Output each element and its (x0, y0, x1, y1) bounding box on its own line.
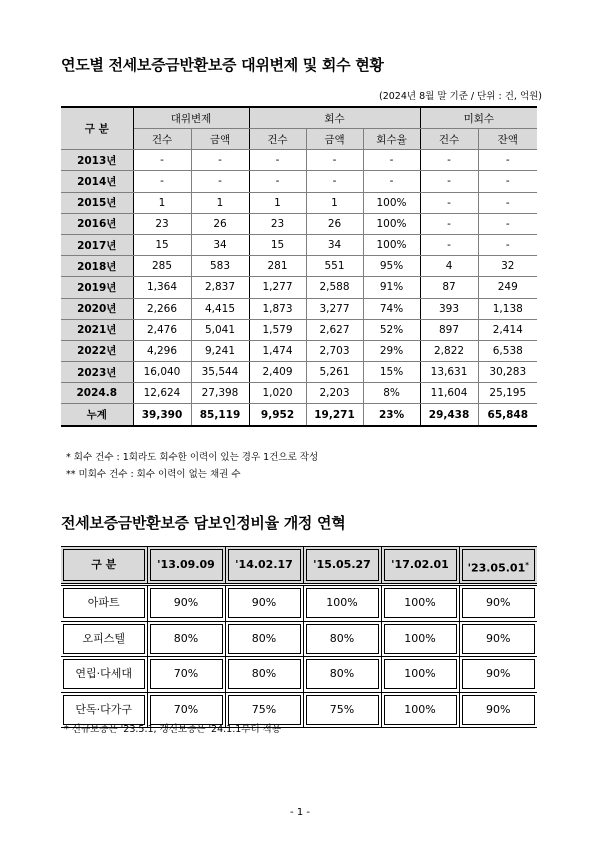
table-cell: 80% (225, 657, 303, 693)
row-label: 연립·다세대 (61, 657, 147, 693)
table-cell: 11,604 (420, 383, 478, 404)
table-cell: 90% (147, 585, 225, 622)
table-cell: 87 (420, 277, 478, 298)
row-label: 2016년 (61, 213, 133, 234)
table-cell: 90% (459, 657, 537, 693)
table-cell: 4,296 (133, 340, 191, 361)
subheader-amount: 금액 (191, 129, 249, 150)
table-row (61, 256, 537, 277)
header-group-subrogation: 대위변제 (133, 107, 249, 129)
table-cell: - (249, 150, 306, 171)
table-row (61, 234, 537, 255)
header-date-140217: '14.02.17 (225, 547, 303, 585)
total-row (61, 404, 537, 426)
table-cell: 2,409 (249, 362, 306, 383)
table1-note-2: ** 미회수 건수 : 회수 이력이 없는 채권 수 (66, 469, 241, 480)
table-cell: 1,138 (478, 298, 537, 319)
table-cell: 90% (459, 621, 537, 657)
table-cell: - (363, 150, 420, 171)
table-cell: 23 (249, 213, 306, 234)
table-cell: 85,119 (191, 404, 249, 426)
table-cell: 70% (147, 657, 225, 693)
table-cell: 16,040 (133, 362, 191, 383)
table-cell: 13,631 (420, 362, 478, 383)
header-date-170201: '17.02.01 (381, 547, 459, 585)
table-row (61, 192, 537, 213)
header-date-130909: '13.09.09 (147, 547, 225, 585)
subheader-count: 건수 (133, 129, 191, 150)
table-cell: 26 (191, 213, 249, 234)
header-gubun: 구 분 (61, 107, 133, 150)
table-cell: 100% (381, 621, 459, 657)
table-cell: 8% (363, 383, 420, 404)
table-cell: 39,390 (133, 404, 191, 426)
table-cell: 9,241 (191, 340, 249, 361)
table-cell: 34 (306, 234, 363, 255)
row-label: 아파트 (61, 585, 147, 622)
table-cell: 897 (420, 319, 478, 340)
table-cell: 75% (225, 692, 303, 728)
table-cell: 1 (133, 192, 191, 213)
table-cell: - (478, 171, 537, 192)
table-cell: 1,873 (249, 298, 306, 319)
table-cell: 2,822 (420, 340, 478, 361)
table-cell: 1,020 (249, 383, 306, 404)
row-label: 단독·다가구 (61, 692, 147, 728)
table-cell: 90% (225, 585, 303, 622)
table-cell: 34 (191, 234, 249, 255)
table-cell: 1,579 (249, 319, 306, 340)
table-cell: 100% (363, 192, 420, 213)
table-row (61, 298, 537, 319)
table-cell: 2,588 (306, 277, 363, 298)
table-cell: 100% (381, 585, 459, 622)
table-cell: 80% (225, 621, 303, 657)
row-label: 오피스텔 (61, 621, 147, 657)
header-date-230501: '23.05.01* (459, 547, 537, 585)
table-cell: - (478, 234, 537, 255)
table-cell: 1,474 (249, 340, 306, 361)
table-cell: 29,438 (420, 404, 478, 426)
table-cell: - (420, 234, 478, 255)
table-cell: 26 (306, 213, 363, 234)
table-cell: 583 (191, 256, 249, 277)
table-cell: - (478, 192, 537, 213)
table-cell: 70% (147, 692, 225, 728)
table-cell: 65,848 (478, 404, 537, 426)
table-cell: 15 (133, 234, 191, 255)
table-cell: 15 (249, 234, 306, 255)
header-date-150527: '15.05.27 (303, 547, 381, 585)
subheader-amount: 금액 (306, 129, 363, 150)
table-cell: 9,952 (249, 404, 306, 426)
row-label: 2020년 (61, 298, 133, 319)
table-cell: - (133, 171, 191, 192)
subheader-count: 건수 (249, 129, 306, 150)
subheader-recovery-rate: 회수율 (363, 129, 420, 150)
table-cell: 2,703 (306, 340, 363, 361)
section1-title: 연도별 전세보증금반환보증 대위변제 및 회수 현황 (61, 56, 384, 74)
table-cell: 393 (420, 298, 478, 319)
table1-note-1: * 회수 건수 : 1회라도 회수한 이력이 있는 경우 1건으로 작성 (66, 452, 319, 463)
table-cell: - (249, 171, 306, 192)
table2-note: * 신규보증은 '23.5.1, 갱신보증은 '24.1.1부터 적용 (64, 724, 282, 735)
row-label: 2013년 (61, 150, 133, 171)
table-cell: 23% (363, 404, 420, 426)
table-cell: 5,261 (306, 362, 363, 383)
header-group-unrecovered: 미회수 (420, 107, 537, 129)
table-row (61, 362, 537, 383)
table-cell: - (420, 213, 478, 234)
table-cell: 90% (459, 692, 537, 728)
table-cell: 1,277 (249, 277, 306, 298)
table-cell: - (306, 171, 363, 192)
table-cell: 32 (478, 256, 537, 277)
table-cell: 5,041 (191, 319, 249, 340)
table-cell: 2,266 (133, 298, 191, 319)
unit-note: (2024년 8월 말 기준 / 단위 : 건, 억원) (379, 91, 542, 102)
page-number: - 1 - (290, 807, 310, 818)
table-cell: 249 (478, 277, 537, 298)
row-label: 2018년 (61, 256, 133, 277)
table-cell: 27,398 (191, 383, 249, 404)
table-row (61, 277, 537, 298)
table-row (61, 340, 537, 361)
table-row (61, 383, 537, 404)
table-cell: - (420, 192, 478, 213)
ltv-revision-table (61, 546, 537, 728)
table-cell: 100% (381, 692, 459, 728)
table-cell: 100% (303, 585, 381, 622)
table-cell: 2,837 (191, 277, 249, 298)
table-cell: 29% (363, 340, 420, 361)
row-label: 누계 (61, 404, 133, 426)
subheader-balance: 잔액 (478, 129, 537, 150)
table-cell: 80% (303, 657, 381, 693)
table-cell: - (133, 150, 191, 171)
row-label: 2019년 (61, 277, 133, 298)
table-cell: - (363, 171, 420, 192)
subrogation-recovery-table (61, 106, 537, 427)
table-cell: 23 (133, 213, 191, 234)
table-cell: 281 (249, 256, 306, 277)
row-label: 2017년 (61, 234, 133, 255)
table-cell: 1 (249, 192, 306, 213)
table-cell: 2,627 (306, 319, 363, 340)
table-cell: 6,538 (478, 340, 537, 361)
table-cell: 2,414 (478, 319, 537, 340)
row-label: 2022년 (61, 340, 133, 361)
row-label: 2024.8 (61, 383, 133, 404)
table-cell: 80% (147, 621, 225, 657)
table-cell: 2,203 (306, 383, 363, 404)
table-row (61, 585, 537, 622)
table-cell: 95% (363, 256, 420, 277)
table-cell: 35,544 (191, 362, 249, 383)
table-cell: 1,364 (133, 277, 191, 298)
table-cell: 90% (459, 585, 537, 622)
table-row (61, 150, 537, 171)
table-cell: 3,277 (306, 298, 363, 319)
table-cell: - (191, 171, 249, 192)
table-cell: 1 (306, 192, 363, 213)
table-cell: 551 (306, 256, 363, 277)
table-cell: - (420, 150, 478, 171)
subheader-count: 건수 (420, 129, 478, 150)
table-row (61, 171, 537, 192)
table-cell: 30,283 (478, 362, 537, 383)
table-cell: - (191, 150, 249, 171)
table-cell: 75% (303, 692, 381, 728)
row-label: 2014년 (61, 171, 133, 192)
footnote-mark: * (525, 561, 529, 569)
table-cell: 100% (381, 657, 459, 693)
table-cell: 15% (363, 362, 420, 383)
header-group-recovery: 회수 (249, 107, 420, 129)
table-cell: 4,415 (191, 298, 249, 319)
table-cell: - (420, 171, 478, 192)
table-cell: - (478, 150, 537, 171)
table-cell: 19,271 (306, 404, 363, 426)
table-cell: 74% (363, 298, 420, 319)
table-cell: 91% (363, 277, 420, 298)
table-cell: 25,195 (478, 383, 537, 404)
table-cell: 52% (363, 319, 420, 340)
table-row (61, 319, 537, 340)
table-cell: 100% (363, 213, 420, 234)
table-row (61, 657, 537, 693)
table-cell: 1 (191, 192, 249, 213)
table-row (61, 621, 537, 657)
table-row (61, 213, 537, 234)
header-gubun: 구 분 (61, 547, 147, 585)
row-label: 2015년 (61, 192, 133, 213)
row-label: 2021년 (61, 319, 133, 340)
section2-title: 전세보증금반환보증 담보인정비율 개정 연혁 (61, 514, 346, 532)
row-label: 2023년 (61, 362, 133, 383)
table-cell: 100% (363, 234, 420, 255)
table-cell: 80% (303, 621, 381, 657)
table-cell: - (478, 213, 537, 234)
table-cell: 4 (420, 256, 478, 277)
table-cell: 12,624 (133, 383, 191, 404)
table-cell: 2,476 (133, 319, 191, 340)
table-cell: - (306, 150, 363, 171)
table-cell: 285 (133, 256, 191, 277)
